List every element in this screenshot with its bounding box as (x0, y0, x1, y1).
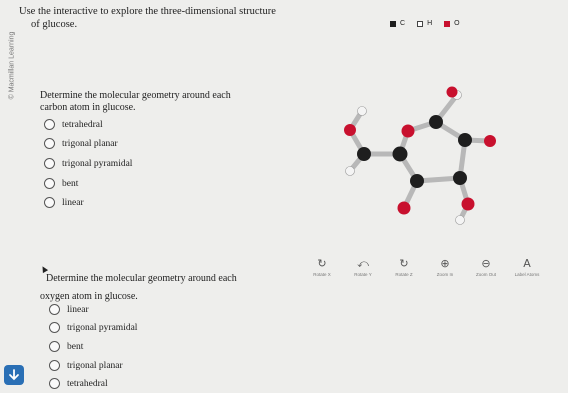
question-2-line-1: Determine the molecular geometry around each (46, 273, 237, 284)
oxygen-atom (344, 124, 356, 136)
zoom-in-icon: ⊕ (440, 257, 450, 270)
intro-line-2: of glucose. (31, 19, 78, 30)
radio-button[interactable] (49, 378, 60, 389)
carbon-atom (357, 147, 371, 161)
q1-option-bent[interactable] (44, 178, 78, 189)
radio-button[interactable] (44, 119, 55, 130)
radio-button[interactable] (49, 304, 60, 315)
question-2-line-2: oxygen atom in glucose. (40, 291, 138, 302)
question-1-line-1: Determine the molecular geometry around each (40, 90, 231, 101)
zoom-in-button[interactable] (423, 256, 467, 277)
tool-label: Zoom In (436, 272, 454, 277)
hydrogen-atom (346, 167, 355, 176)
legend-label-carbon: C (400, 20, 406, 27)
label-atoms-button[interactable] (505, 256, 549, 277)
oxygen-atom (402, 125, 415, 138)
q2-option-trigonal-pyramidal[interactable] (49, 322, 137, 333)
radio-button[interactable] (44, 178, 55, 189)
radio-button[interactable] (44, 197, 55, 208)
option-label: bent (62, 178, 79, 189)
option-label: trigonal planar (62, 138, 118, 149)
legend-label-hydrogen: H (427, 20, 433, 27)
option-label: linear (67, 304, 89, 315)
scroll-down-button[interactable] (4, 365, 24, 385)
oxygen-atom (484, 135, 496, 147)
atom-legend (390, 20, 460, 27)
carbon-atom (410, 174, 424, 188)
question-carbon-geometry (40, 90, 231, 114)
carbon-swatch (390, 21, 396, 27)
rotate-y-button[interactable] (341, 256, 385, 277)
q2-option-bent[interactable] (49, 341, 83, 352)
legend-item-oxygen (444, 20, 459, 27)
q1-option-linear[interactable] (44, 197, 84, 208)
oxygen-atom (447, 87, 458, 98)
rotate-x-button[interactable] (300, 256, 344, 277)
copyright-side-label: © Macmillan Learning (8, 31, 16, 100)
radio-button[interactable] (49, 341, 60, 352)
viewer-toolbar (300, 256, 548, 300)
q1-option-trigonal-planar[interactable] (44, 138, 118, 149)
legend-label-oxygen: O (454, 20, 460, 27)
radio-button[interactable] (44, 138, 55, 149)
option-label: trigonal pyramidal (67, 322, 138, 333)
carbon-atom (453, 171, 467, 185)
tool-label: Zoom Out (475, 272, 496, 277)
rotate-z-button[interactable] (382, 256, 426, 277)
q2-option-tetrahedral[interactable] (49, 378, 108, 389)
rotate-z-icon: ↻ (399, 257, 409, 270)
option-label: tetrahedral (62, 119, 103, 130)
legend-item-carbon (390, 20, 405, 27)
hydrogen-atom (456, 216, 465, 225)
legend-item-hydrogen (417, 20, 432, 27)
tool-label: Label Atoms (514, 272, 540, 277)
option-label: trigonal pyramidal (62, 158, 133, 169)
mouse-pointer-icon (40, 265, 48, 273)
tool-label: Rotate X (313, 272, 331, 277)
q2-option-linear[interactable] (49, 304, 89, 315)
radio-button[interactable] (44, 158, 55, 169)
zoom-out-icon: ⊖ (481, 257, 491, 270)
question-oxygen-geometry (40, 273, 237, 303)
carbon-atom (429, 115, 443, 129)
carbon-atom (393, 147, 408, 162)
radio-button[interactable] (49, 322, 60, 333)
oxygen-swatch (444, 21, 450, 27)
label-atoms-icon: A (523, 257, 531, 270)
zoom-out-button[interactable] (464, 256, 508, 277)
tool-label: Rotate Z (395, 272, 413, 277)
option-label: trigonal planar (67, 360, 123, 371)
molecule-3d-viewer[interactable] (300, 78, 500, 248)
q1-option-trigonal-pyramidal[interactable] (44, 158, 132, 169)
hydrogen-atom (358, 107, 367, 116)
intro-text (19, 5, 319, 31)
hydrogen-swatch (417, 21, 423, 27)
question-1-line-2: carbon atom in glucose. (40, 102, 136, 113)
oxygen-atom (398, 202, 411, 215)
option-label: tetrahedral (67, 378, 108, 389)
atom-group (344, 87, 496, 225)
radio-button[interactable] (49, 360, 60, 371)
option-label: bent (67, 341, 84, 352)
option-label: linear (62, 197, 84, 208)
q2-option-trigonal-planar[interactable] (49, 360, 123, 371)
arrow-down-icon (8, 369, 20, 381)
tool-label: Rotate Y (354, 272, 372, 277)
intro-line-1: Use the interactive to explore the three-dimensional structure (19, 6, 276, 17)
oxygen-atom (462, 198, 475, 211)
q1-option-tetrahedral[interactable] (44, 119, 103, 130)
carbon-atom (458, 133, 472, 147)
rotate-y-icon: ⤺ (357, 257, 369, 270)
rotate-x-icon: ↻ (317, 257, 327, 270)
